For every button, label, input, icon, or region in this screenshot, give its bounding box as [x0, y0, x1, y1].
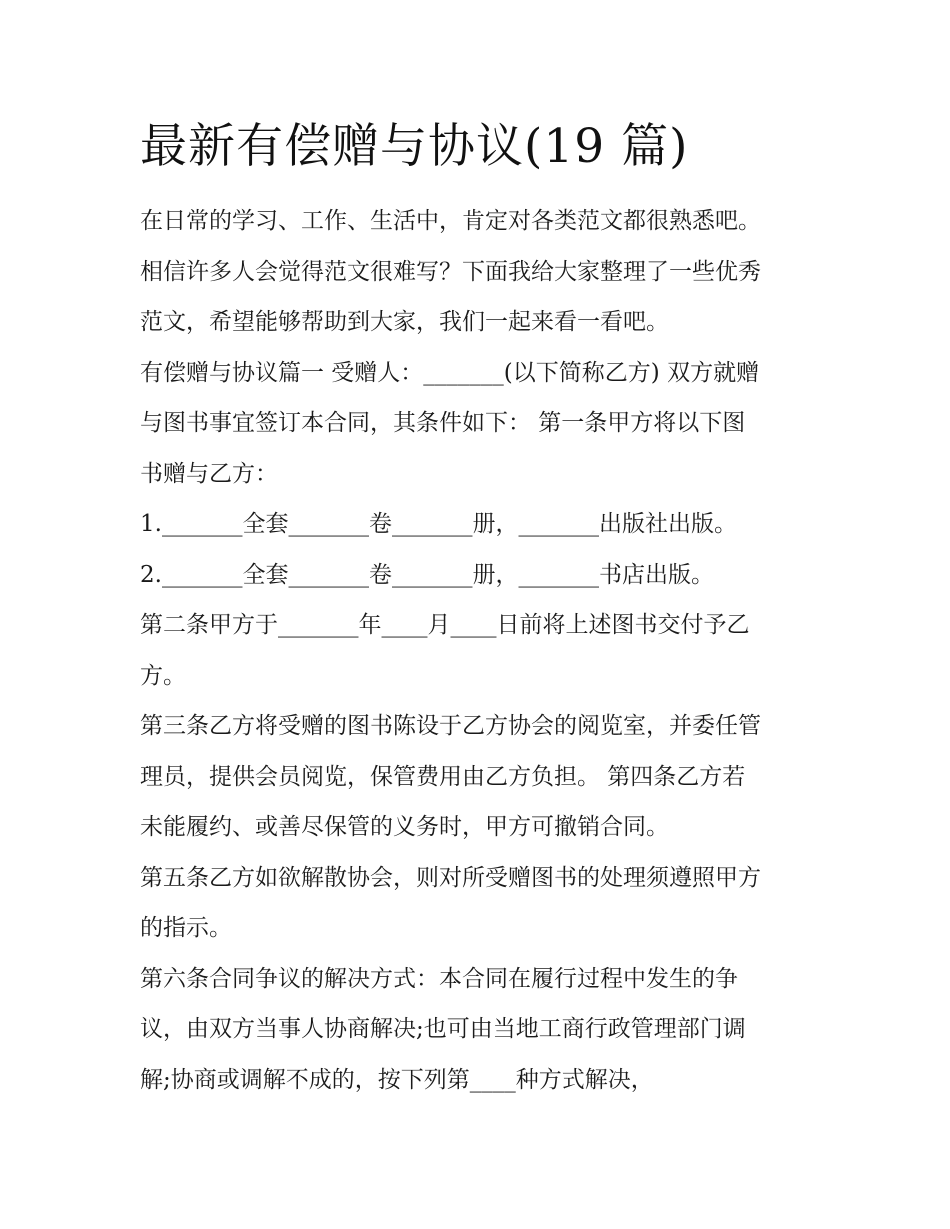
text-line: 2._______全套_______卷_______册，_______书店出版。 [140, 561, 714, 588]
paragraph-intro [140, 196, 820, 348]
text-line: 范文，希望能够帮助到大家，我们一起来看一看吧。 [140, 309, 669, 335]
text-line: 书赠与乙方： [140, 460, 278, 487]
text-line: 第三条乙方将受赠的图书陈设于乙方协会的阅览室，并委任管 [140, 713, 761, 739]
text-line: 1._______全套_______卷_______册，_______出版社出版。 [140, 511, 737, 537]
paragraph-agreement-one [140, 348, 820, 500]
document-title: 最新有偿赠与协议(19 篇) [140, 119, 689, 174]
paragraph-article-six [140, 954, 820, 1106]
paragraph-article-two [140, 600, 820, 701]
paragraph-item-one [140, 499, 820, 550]
text-line: 理员，提供会员阅览，保管费用由乙方负担。 第四条乙方若 [140, 763, 746, 790]
text-line: 第二条甲方于_______年____月____日前将上述图书交付予乙 [140, 612, 750, 638]
paragraph-article-five [140, 853, 820, 954]
text-line: 解;协商或调解不成的，按下列第____种方式解决， [140, 1066, 654, 1093]
text-line: 有偿赠与协议篇一 受赠人：_______(以下简称乙方) 双方就赠 [140, 359, 760, 386]
paragraph-item-two [140, 550, 820, 601]
text-line: 的指示。 [140, 915, 232, 941]
text-line: 方。 [140, 662, 186, 689]
text-line: 相信许多人会觉得范文很难写？下面我给大家整理了一些优秀 [140, 258, 761, 285]
document-body [140, 196, 820, 1105]
text-line: 在日常的学习、工作、生活中，肯定对各类范文都很熟悉吧。 [140, 208, 761, 234]
text-line: 第五条乙方如欲解散协会，则对所受赠图书的处理须遵照甲方 [140, 864, 761, 891]
paragraph-article-three [140, 701, 820, 853]
text-line: 未能履约、或善尽保管的义务时，甲方可撤销合同。 [140, 814, 669, 840]
text-line: 第六条合同争议的解决方式：本合同在履行过程中发生的争 [140, 965, 738, 992]
text-line: 与图书事宜签订本合同，其条件如下： 第一条甲方将以下图 [140, 410, 746, 436]
text-line: 议，由双方当事人协商解决;也可由当地工商行政管理部门调 [140, 1016, 746, 1042]
